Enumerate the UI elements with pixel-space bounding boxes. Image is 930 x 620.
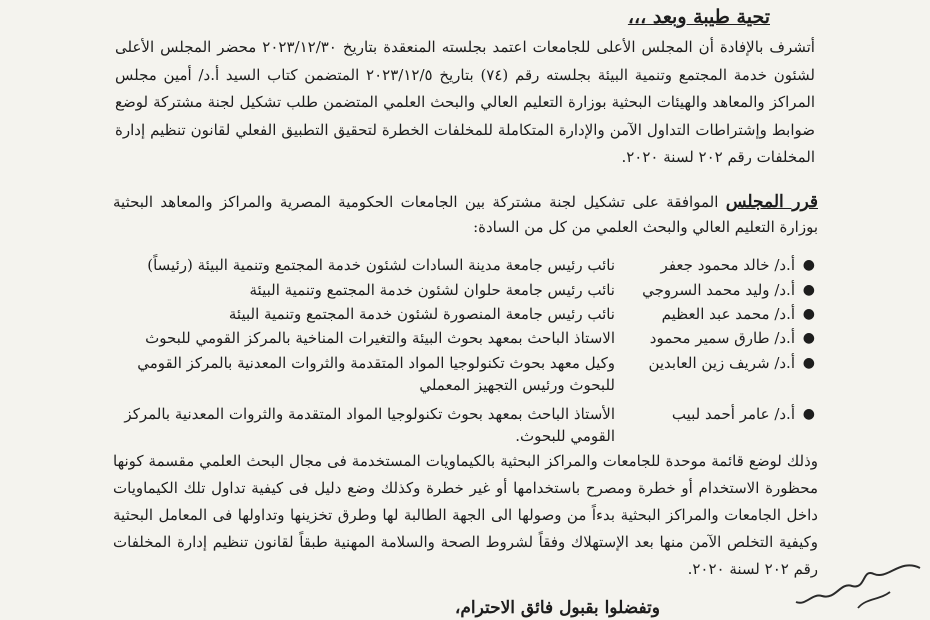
decision-paragraph [113,190,818,240]
member-role: نائب رئيس جامعة حلوان لشئون خدمة المجتمع وتنمية البيئة [249,281,615,299]
member-name: أ.د/ شريف زين العابدين [648,354,795,372]
member-name: أ.د/ محمد عبد العظيم [661,305,795,323]
bullet-icon: ● [802,406,815,422]
signoff: وتفضلوا بقبول فائق الاحترام، [454,598,660,618]
member-name: أ.د/ خالد محمود جعفر [660,256,795,274]
intro-paragraph: أتشرف بالإفادة أن المجلس الأعلى للجامعات اعتمد بجلسته المنعقدة بتاريخ ٢٠٢٣/١٢/٣٠ محضر المجلس الأعلى لشئون خدمة المجتمع وتنمية البيئة بجلسته رقم (٧٤) بتاريخ ٢٠٢٣/١٢/٥ المتضمن كتاب السيد أ.د/ أمين مجلس المراكز والمعاهد والهيئات البحثية بوزارة التعليم العالي والبحث العلمي المتضمن طلب تشكيل لجنة مشتركة لوضع ضوابط وإشتراطات التداول الآمن والإدارة المتكاملة للمخلفات الخطرة لتحقيق التطبيق الفعلي لقانون تنظيم إدارة المخلفات رقم ٢٠٢ لسنة ٢٠٢٠. [115,38,815,166]
member-role: الأستاذ الباحث بمعهد بحوث تكنولوجيا المواد المتقدمة والثروات المعدنية بالمركز القومي للبحوث. [124,405,615,445]
member-role: نائب رئيس جامعة مدينة السادات لشئون خدمة المجتمع وتنمية البيئة (رئيساً) [147,256,615,274]
bullet-icon: ● [802,330,815,346]
member-name: أ.د/ عامر أحمد لبيب [671,405,795,423]
greeting: تحية طيبة وبعد ،،، [627,6,770,28]
bullet-icon: ● [802,257,815,273]
bullet-icon: ● [802,355,815,371]
decision-text: الموافقة على تشكيل لجنة مشتركة بين الجامعات الحكومية المصرية والمراكز والمعاهد البحثية بوزارة التعليم العالي والبحث العلمي من كل من السادة: [113,193,818,236]
bullet-icon: ● [802,306,815,322]
signature-icon [770,540,930,620]
member-role: الاستاذ الباحث بمعهد بحوث البيئة والتغيرات المناخية بالمركز القومي للبحوث [145,329,615,347]
decision-lead: قرر المجلس [725,192,818,212]
member-role: نائب رئيس جامعة المنصورة لشئون خدمة المجتمع وتنمية البيئة [228,305,615,323]
bullet-icon: ● [802,282,815,298]
closing-paragraph: وذلك لوضع قائمة موحدة للجامعات والمراكز البحثية بالكيماويات المستخدمة فى مجال البحث العلمي مقسمة كونها محظورة الاستخدام أو خطرة ومصرح باستخدامها أو غير خطرة وكذلك وضع دليل فى كيفية تداول تلك الكيماويات داخل الجامعات والمراكز البحثية بدءاً من وصولها الى الجهة الطالبة لها وطرق تخزينها وتداولها فى المعامل البحثية وكيفية التخلص الآمن منها بعد الإستهلاك وفقاً لشروط الصحة والسلامة المهنية طبقاً لقانون تنظيم إدارة المخلفات رقم ٢٠٢ لسنة ٢٠٢٠. [113,452,818,578]
member-name: أ.د/ طارق سمير محمود [649,329,795,347]
member-name: أ.د/ وليد محمد السروجي [642,281,795,299]
member-role: وكيل معهد بحوث تكنولوجيا المواد المتقدمة والثروات المعدنية بالمركز القومي للبحوث ورئيس التجهيز المعملي [137,354,615,394]
